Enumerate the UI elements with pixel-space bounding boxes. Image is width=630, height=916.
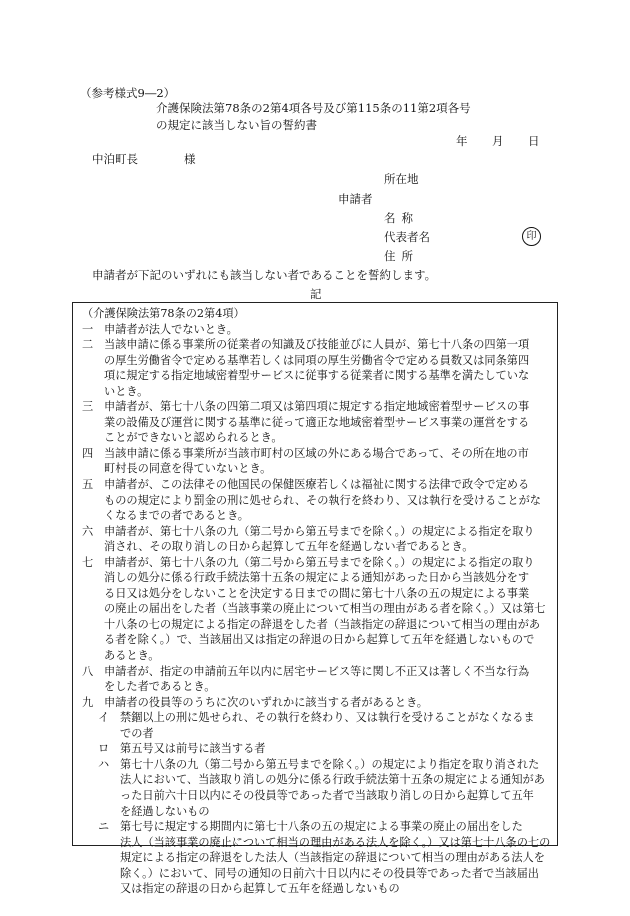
provision-item-number: 九 (82, 695, 94, 709)
pledge-statement: 申請者が下記のいずれにも該当しない者であることを誓約します。 (92, 268, 437, 282)
provision-item (82, 477, 552, 524)
provisions-box (72, 302, 558, 896)
addressee: 中泊町長 (92, 152, 138, 166)
provision-text-line: る者を除く。）で、当該届出又は指定の辞退の日から起算して五年を経過しないもので (104, 633, 535, 647)
date-year-label: 年 (456, 134, 468, 148)
provision-text-line: の厚生労働省令で定める基準若しくは同項の厚生労働省令で定める員数又は同条第四 (104, 353, 530, 367)
provision-item (82, 555, 552, 664)
provision-text-line: 禁錮以上の刑に処せられ、その執行を終わり、又は執行を受けることがなくなるま (120, 711, 535, 725)
provision-text-line: 第五号又は前号に該当する者 (120, 742, 266, 756)
provision-text-line: での者 (120, 726, 154, 740)
provision-text-line: 第七十八条の九（第二号から第五号までを除く。）の規定により指定を取り消された (120, 757, 540, 771)
applicant-label: 申請者 (338, 192, 373, 206)
provision-text-line: る日又は処分をしないことを決定する日までの間に第七十八条の五の規定による事業 (104, 586, 530, 600)
provision-text-line: を経過しないもの (120, 804, 210, 818)
provision-text-line: 除く。）において、同号の通知の日前六十日以内にその役員等であった者で当該届出 (120, 866, 539, 880)
provision-text-line: 項に規定する指定地域密着型サービスに従事する従業者に関する基準を満たしていな (104, 369, 530, 383)
provision-text-line: の廃止の届出をした者（当該事業の廃止について相当の理由がある者を除く。）又は第七 (104, 602, 546, 616)
provision-subitem (82, 710, 552, 741)
addressee-honorific: 様 (184, 152, 196, 166)
name-label: 名称 (384, 211, 419, 225)
provision-subitem-letter: ロ (98, 742, 110, 756)
provision-text-line: 業の設備及び運営に関する基準に従って適正な地域密着型サービス事業の運営をする (104, 415, 530, 429)
provision-item (82, 322, 552, 338)
provision-subitem-letter: ニ (98, 820, 110, 834)
provision-item-number: 三 (82, 400, 94, 414)
provision-text-line: をした者であるとき。 (104, 680, 216, 694)
provision-subitem-letter: ハ (98, 757, 110, 771)
reference-form-number: （参考様式9―2） (80, 86, 176, 100)
provision-text-line: ものの規定により罰金の刑に処せられ、その執行を終わり、又は執行を受けることがな (104, 493, 541, 507)
provision-text-line: 第七号に規定する期間内に第七十八条の五の規定による事業の廃止の届出をした (120, 820, 523, 834)
ki-heading: 記 (310, 287, 322, 301)
provision-text-line: 申請者が、第七十八条の四第二項又は第四項に規定する指定地域密着型サービスの事 (104, 400, 530, 414)
provision-text-line: 申請者が、指定の申請前五年以内に居宅サービス等に関し不正又は著しく不当な行為 (104, 664, 530, 678)
provision-item-number: 六 (82, 524, 94, 538)
location-label: 所在地 (384, 172, 419, 186)
provision-text-line: った日前六十日以内にその役員等であった者で当該取り消しの日から起算して五年 (120, 788, 534, 802)
provision-text-line: 申請者の役員等のうちに次のいずれかに該当する者があるとき。 (104, 695, 428, 709)
provision-text-line: 申請者が法人でないとき。 (104, 322, 238, 336)
provision-item-number: 二 (82, 338, 94, 352)
document-title-line1: 介護保険法第78条の2第4項各号及び第115条の11第2項各号 (156, 101, 471, 115)
provision-text-line: 申請者が、第七十八条の九（第二号から第五号までを除く。）の規定による指定を取り (104, 524, 535, 538)
provision-text-line: 法人において、当該取り消しの処分に係る行政手続法第十五条の規定による通知があ (120, 773, 545, 787)
provision-item-number: 四 (82, 446, 94, 460)
provisions-content (82, 306, 552, 897)
provision-text-line: 申請者が、第七十八条の九（第二号から第五号までを除く。）の規定による指定の取り (104, 555, 535, 569)
provision-item (82, 446, 552, 477)
provisions-heading: （介護保険法第78条の2第4項） (82, 307, 245, 320)
representative-label: 代表者名 (384, 230, 430, 244)
provision-subitem (82, 741, 552, 757)
provision-item (82, 337, 552, 399)
provision-item (82, 695, 552, 711)
provision-item (82, 664, 552, 695)
provision-item (82, 399, 552, 446)
provision-text-line: 当該申請に係る事業所の従業者の知識及び技能並びに人員が、第七十八条の四第一項 (104, 338, 530, 352)
provision-subitem (82, 819, 552, 897)
provision-text-line: 消され、その取り消しの日から起算して五年を経過しない者であるとき。 (104, 540, 474, 554)
provision-text-line: 規定による指定の辞退をした法人（当該指定の辞退について相当の理由がある法人を (120, 851, 545, 865)
provision-text-line: いとき。 (104, 384, 149, 398)
document-title-line2: の規定に該当しない旨の誓約書 (156, 118, 317, 132)
seal-mark: 印 (522, 227, 541, 246)
provision-item-number: 一 (82, 322, 94, 336)
provision-text-line: 申請者が、この法律その他国民の保健医療若しくは福祉に関する法律で政令で定める (104, 478, 530, 492)
provision-text-line: ことができないと認められるとき。 (104, 431, 283, 445)
provision-item-number: 七 (82, 555, 94, 569)
provision-item-number: 八 (82, 664, 94, 678)
provision-text-line: 又は指定の辞退の日から起算して五年を経過しないもの (120, 882, 400, 896)
address-label: 住所 (384, 249, 419, 263)
provision-text-line: 法人（当該事業の廃止について相当の理由がある法人を除く。）又は第七十八条の七の (120, 835, 551, 849)
provision-subitem (82, 757, 552, 819)
date-day-label: 日 (528, 134, 540, 148)
provision-text-line: あるとき。 (104, 649, 160, 663)
provision-text-line: 当該申請に係る事業所が当該市町村の区域の外にある場合であって、その所在地の市 (104, 446, 529, 460)
date-month-label: 月 (492, 134, 504, 148)
provision-item (82, 524, 552, 555)
provision-text-line: 十八条の七の規定による指定の辞退をした者（当該指定の辞退について相当の理由があ (104, 617, 541, 631)
provision-text-line: 消しの処分に係る行政手続法第十五条の規定による通知があった日から当該処分をす (104, 571, 530, 585)
provision-item-number: 五 (82, 478, 94, 492)
provision-text-line: くなるまでの者であるとき。 (104, 509, 249, 523)
provision-subitem-letter: イ (98, 711, 110, 725)
provision-text-line: 町村長の同意を得ていないとき。 (104, 462, 272, 476)
